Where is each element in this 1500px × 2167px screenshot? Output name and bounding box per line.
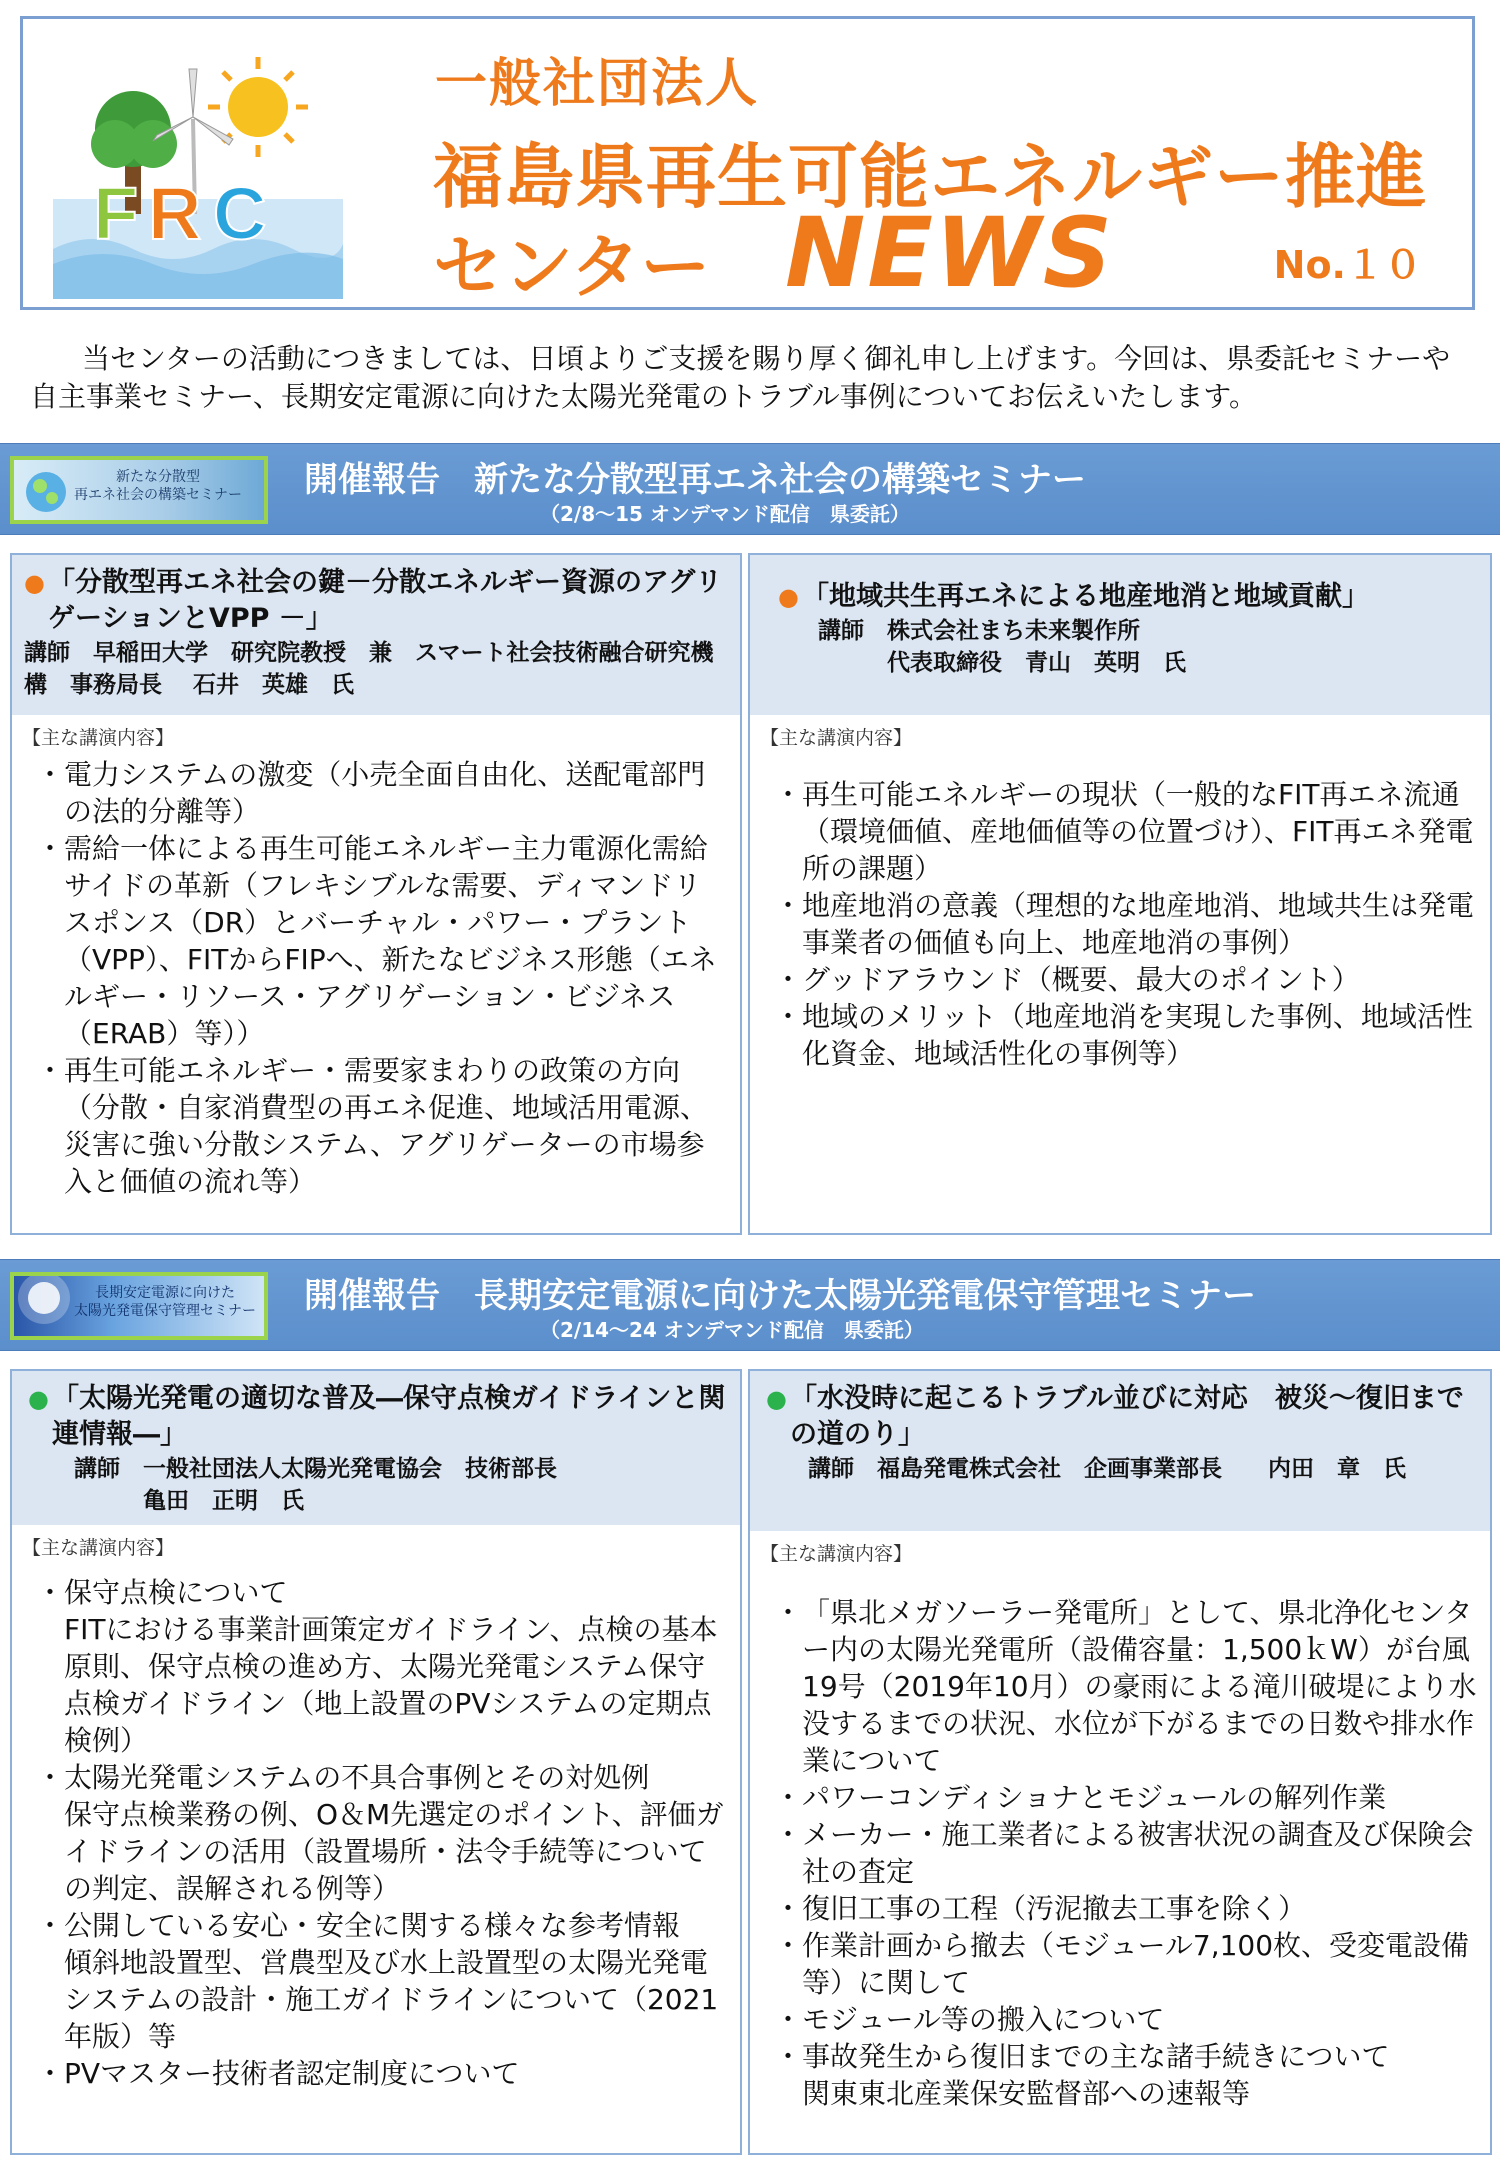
- section-title: 開催報告 新たな分散型再エネ社会の構築セミナー: [304, 460, 1086, 500]
- svg-text:R: R: [148, 172, 202, 255]
- section-subtitle: （2/8～15 オンデマンド配信 県委託）: [540, 502, 910, 526]
- list-item: ・ 保守点検について FITにおける事業計画策定ガイドライン、点検の基本原則、保守点検の進め方、太陽光発電システム保守点検ガイドライン（地上設置のPVシステムの定期点検例）: [36, 1576, 718, 1757]
- lecture-topics: [12, 1574, 740, 2092]
- seminar-banner-image: [10, 456, 268, 524]
- lecture-panel: [10, 553, 742, 1235]
- lecture-title: ● 「分散型再エネ社会の鍵－分散エネルギー資源のアグリゲーションとVPP －」: [24, 565, 728, 637]
- section-subtitle: （2/14～24 オンデマンド配信 県委託）: [540, 1318, 924, 1342]
- list-item: ・ PVマスター技術者認定制度について: [36, 2057, 520, 2090]
- svg-text:C: C: [213, 172, 267, 255]
- lecture-header: [750, 555, 1490, 715]
- lecture-panel: [10, 1369, 742, 2155]
- list-item: ・ 電力システムの激変（小売全面自由化、送配電部門の法的分離等）: [36, 758, 706, 828]
- lecturer: 講師 一般社団法人太陽光発電協会 技術部長 亀田 正明 氏: [74, 1456, 557, 1514]
- lecture-panel: [748, 1369, 1492, 2155]
- news-label: NEWS: [785, 197, 1114, 309]
- list-item: ・ モジュール等の搬入について: [774, 2003, 1165, 2036]
- bullet-icon: ●: [766, 1385, 787, 1413]
- lecture-title: ● 「水没時に起こるトラブル並びに対応 被災～復旧までの道のり」: [766, 1381, 1478, 1453]
- lecture-topics: [750, 1594, 1490, 2112]
- list-item: ・ 地産地消の意義（理想的な地産地消、地域共生は発電事業者の価値も向上、地産地消の事例）: [774, 889, 1475, 959]
- newsletter-title-line2: センター: [433, 226, 711, 308]
- list-item: ・ メーカー・施工業者による被害状況の調査及び保険会社の査定: [774, 1818, 1474, 1888]
- bullet-icon: ●: [778, 583, 799, 611]
- bullet-icon: ●: [28, 1385, 49, 1413]
- section-banner-2: [0, 1259, 1500, 1351]
- section-title: 開催報告 長期安定電源に向けた太陽光発電保守管理セミナー: [304, 1276, 1256, 1316]
- lecturer: 講師 早稲田大学 研究院教授 兼 スマート社会技術融合研究機構 事務局長 石井 英雄 氏: [24, 640, 714, 698]
- list-item: ・ 事故発生から復旧までの主な諸手続きについて 関東東北産業保安監督部への速報等: [774, 2040, 1390, 2110]
- logo-text: F: [93, 172, 139, 255]
- lecture-header: [12, 555, 740, 715]
- list-item: ・ 地域のメリット（地産地消を実現した事例、地域活性化資金、地域活性化の事例等）: [774, 1000, 1473, 1070]
- lecture-header: [750, 1371, 1490, 1531]
- newsletter-header: [20, 16, 1475, 310]
- list-item: ・ 再生可能エネルギーの現状（一般的なFIT再エネ流通（環境価値、産地価値等の位置づけ）、FIT再エネ発電所の課題）: [774, 778, 1474, 885]
- lecture-topics: [750, 776, 1490, 1072]
- content-label: 【主な講演内容】: [760, 727, 913, 749]
- list-item: ・ 「県北メガソーラー発電所」として、県北浄化センター内の太陽光発電所（設備容量：1,500ｋW）が台風19号（2019年10月）の豪雨による滝川破堤により水没するまでの状況、水位が下がるまでの日数や排水作業について: [774, 1596, 1477, 1777]
- list-item: ・ 再生可能エネルギー・需要家まわりの政策の方向（分散・自家消費型の再エネ促進、地域活用電源、災害に強い分散システム、アグリゲーターの市場参入と価値の流れ等）: [36, 1054, 709, 1198]
- content-label: 【主な講演内容】: [22, 1537, 175, 1559]
- content-label: 【主な講演内容】: [760, 1543, 913, 1565]
- intro-paragraph: 当センターの活動につきましては、日頃よりご支援を賜り厚く御礼申し上げます。今回は、県委託セミナーや自主事業セミナー、長期安定電源に向けた太陽光発電のトラブル事例についてお伝えいたします。: [30, 342, 1451, 413]
- newsletter-title: 福島県再生可能エネルギー推進: [433, 136, 1427, 218]
- bullet-icon: ●: [24, 569, 45, 597]
- banner-image-caption: 新たな分散型 再エネ社会の構築セミナー: [74, 469, 242, 503]
- banner-image-caption: 長期安定電源に向けた 太陽光発電保守管理セミナー: [74, 1285, 256, 1319]
- lecture-header: [12, 1371, 740, 1525]
- issue-number: No.１０: [1273, 243, 1422, 287]
- section-banner-1: [0, 443, 1500, 535]
- lecture-topics: [12, 756, 740, 1200]
- lecturer: 講師 福島発電株式会社 企画事業部長 内田 章 氏: [808, 1456, 1406, 1482]
- seminar-banner-image: [10, 1272, 268, 1340]
- lecture-title: ● 「地域共生再エネによる地産地消と地域貢献」: [778, 579, 1478, 615]
- content-label: 【主な講演内容】: [22, 727, 175, 749]
- lecture-title: ● 「太陽光発電の適切な普及―保守点検ガイドラインと関連情報―」: [28, 1381, 728, 1453]
- list-item: ・ 太陽光発電システムの不具合事例とその対処例 保守点検業務の例、O＆M先選定のポイント、評価ガイドラインの活用（設置場所・法令手続等についての判定、誤解される例等）: [36, 1761, 724, 1905]
- lecture-panel: [748, 553, 1492, 1235]
- list-item: ・ 需給一体による再生可能エネルギー主力電源化需給サイドの革新（フレキシブルな需要、ディマンドリスポンス（DR）とバーチャル・パワー・プラント（VPP）、FITからFIPへ、新たなビジネス形態（エネルギー・リソース・アグリゲーション・ビジネス（ERAB）等））: [36, 832, 717, 1050]
- lecturer: 講師 株式会社まち未来製作所 代表取締役 青山 英明 氏: [818, 618, 1186, 676]
- frc-logo: [53, 49, 343, 299]
- org-type: 一般社団法人: [435, 54, 760, 114]
- list-item: ・ グッドアラウンド（概要、最大のポイント）: [774, 963, 1360, 996]
- list-item: ・ 作業計画から撤去（モジュール7,100枚、受変電設備等）に関して: [774, 1929, 1470, 1999]
- list-item: ・ 公開している安心・安全に関する様々な参考情報 傾斜地設置型、営農型及び水上設置型の太陽光発電システムの設計・施工ガイドラインについて（2021年版）等: [36, 1909, 719, 2053]
- list-item: ・ 復旧工事の工程（汚泥撤去工事を除く）: [774, 1892, 1307, 1925]
- list-item: ・ パワーコンディショナとモジュールの解列作業: [774, 1781, 1387, 1814]
